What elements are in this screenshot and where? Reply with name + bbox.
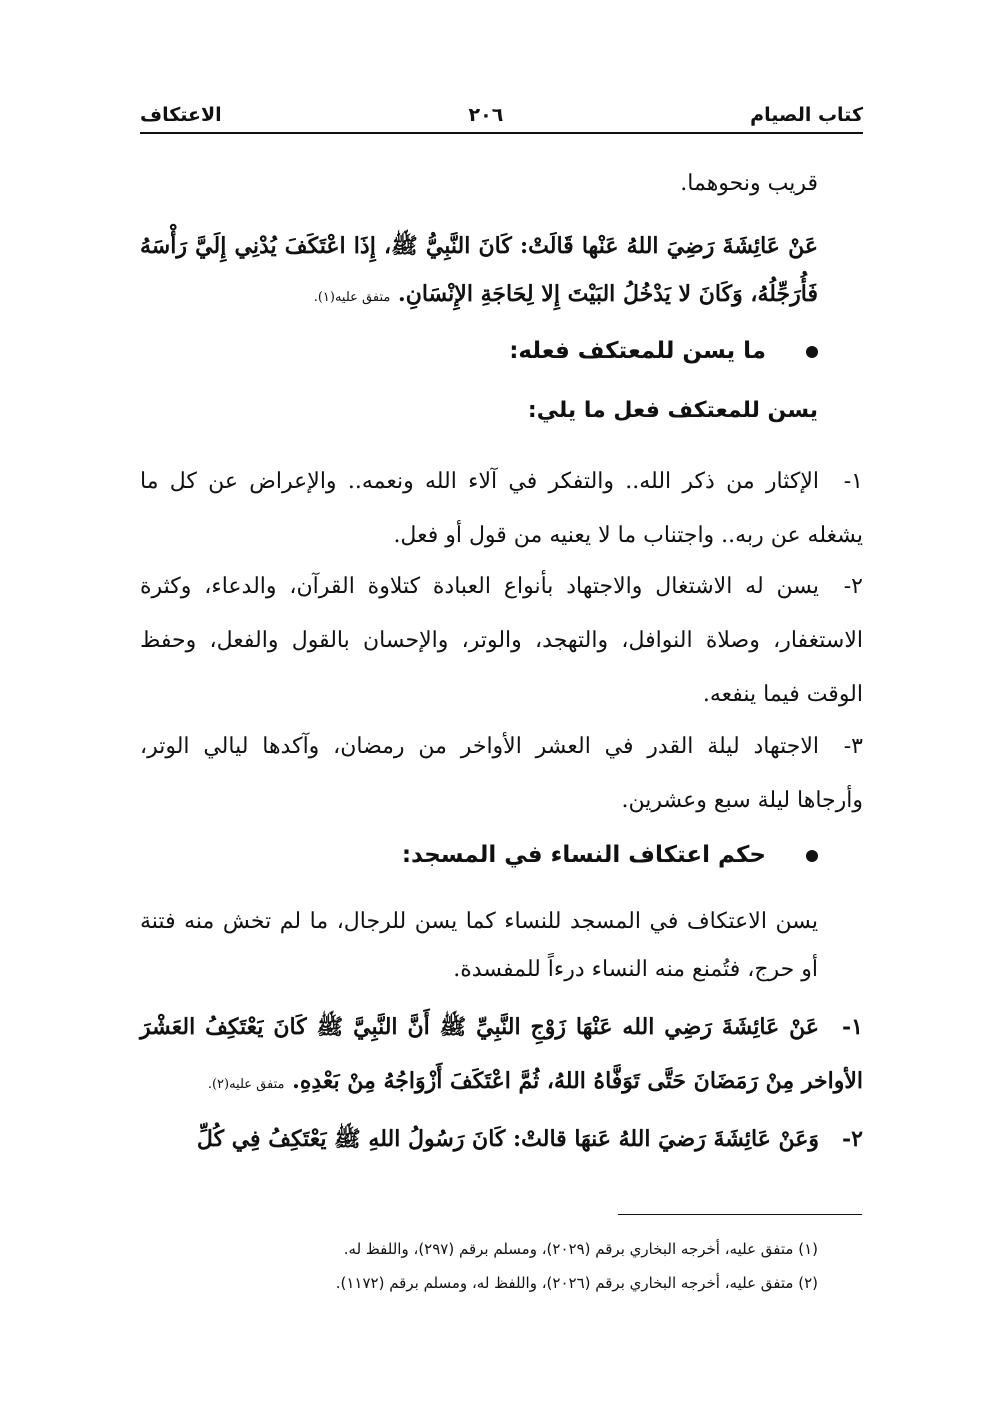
footnote-rule [618, 1214, 862, 1215]
women-ruling-text: يسن الاعتكاف في المسجد للنساء كما يسن للرجال، ما لم تخش منه فتنة أو حرج، فتُمنع منه النساء درءاً للمفسدة. [140, 909, 818, 982]
hadith-aisha-1 [140, 222, 818, 322]
item-number: ٢- [842, 1126, 863, 1152]
item-number: ١- [842, 1014, 863, 1040]
section-heading-women [140, 842, 818, 868]
hadith-item [140, 1000, 863, 1112]
bullet-icon [806, 850, 818, 862]
list-item [140, 720, 863, 828]
item-text: وَعَنْ عَائِشَةَ رَضيَ اللهُ عَنهَا قالتْ: كَانَ رَسُولُ اللهِ ﷺ يَعْتَكِفُ فِي كُلِّ [196, 1126, 819, 1152]
running-header [140, 98, 863, 132]
item-number: ١- [843, 469, 863, 494]
list-item [140, 455, 863, 563]
list-item [140, 560, 863, 722]
item-text: الإكثار من ذكر الله.. والتفكر في آلاء الله ونعمه.. والإعراض عن كل ما يشغله عن ربه.. واجتناب ما لا يعنيه من قول أو فعل. [140, 469, 863, 548]
hadith-reference: متفق عليه(٢). [207, 1077, 285, 1092]
item-number: ٢- [843, 574, 863, 599]
hadith-reference: متفق عليه(١). [313, 290, 391, 305]
header-book-title: كتاب الصيام [750, 104, 863, 126]
footnote-1: (١) متفق عليه، أخرجه البخاري برقم (٢٠٢٩)، ومسلم برقم (٢٩٧)، واللفظ له. [343, 1240, 818, 1258]
header-rule [140, 132, 863, 134]
footnote-2: (٢) متفق عليه، أخرجه البخاري برقم (٢٠٢٦)، واللفظ له، ومسلم برقم (١١٧٢). [335, 1274, 818, 1292]
page-number: ٢٠٦ [468, 104, 504, 126]
heading-text: حكم اعتكاف النساء في المسجد: [401, 842, 766, 868]
item-number: ٣- [843, 734, 863, 759]
heading-text: ما يسن للمعتكف فعله: [509, 338, 766, 364]
subheading-sunnah-list: يسن للمعتكف فعل ما يلي: [527, 398, 818, 423]
section-heading-sunnah [140, 338, 818, 364]
hadith-item [140, 1112, 863, 1166]
header-chapter-title: الاعتكاف [140, 104, 222, 126]
intro-text: قريب ونحوهما. [680, 171, 818, 196]
hadith-text: عَنْ عَائِشَةَ رَضِيَ اللهُ عَنْها قَالَتْ: كَانَ النَّبِيُّ ﷺ، إِذَا اعْتَكَفَ يُدْنِي إِلَيَّ رَأْسَهُ فَأُرَجِّلُهُ، وَكَانَ لا يَدْخُلُ البَيْتَ إِلا لِحَاجَةِ الإِنْسَانِ. [140, 233, 818, 307]
item-text: يسن له الاشتغال والاجتهاد بأنواع العبادة كتلاوة القرآن، والدعاء، وكثرة الاستغفار، وصلاة النوافل، والتهجد، والوتر، والإحسان بالقول والفعل، وحفظ الوقت فيما ينفعه. [140, 574, 863, 707]
item-text: عَنْ عَائِشَةَ رَضِي الله عَنْهَا زَوْجِ النَّبِيِّ ﷺ أَنَّ النَّبِيَّ ﷺ كَانَ يَعْتَكِفُ العَشْرَ الأواخر مِنْ رَمَضَانَ حَتَّى تَوَفَّاهُ اللهُ، ثُمَّ اعْتَكَفَ أَزْوَاجُهُ مِنْ بَعْدِهِ. [140, 1014, 863, 1094]
bullet-icon [806, 346, 818, 358]
item-text: الاجتهاد ليلة القدر في العشر الأواخر من رمضان، وآكدها ليالي الوتر، وأرجاها ليلة سبع وعشرين. [140, 734, 863, 813]
